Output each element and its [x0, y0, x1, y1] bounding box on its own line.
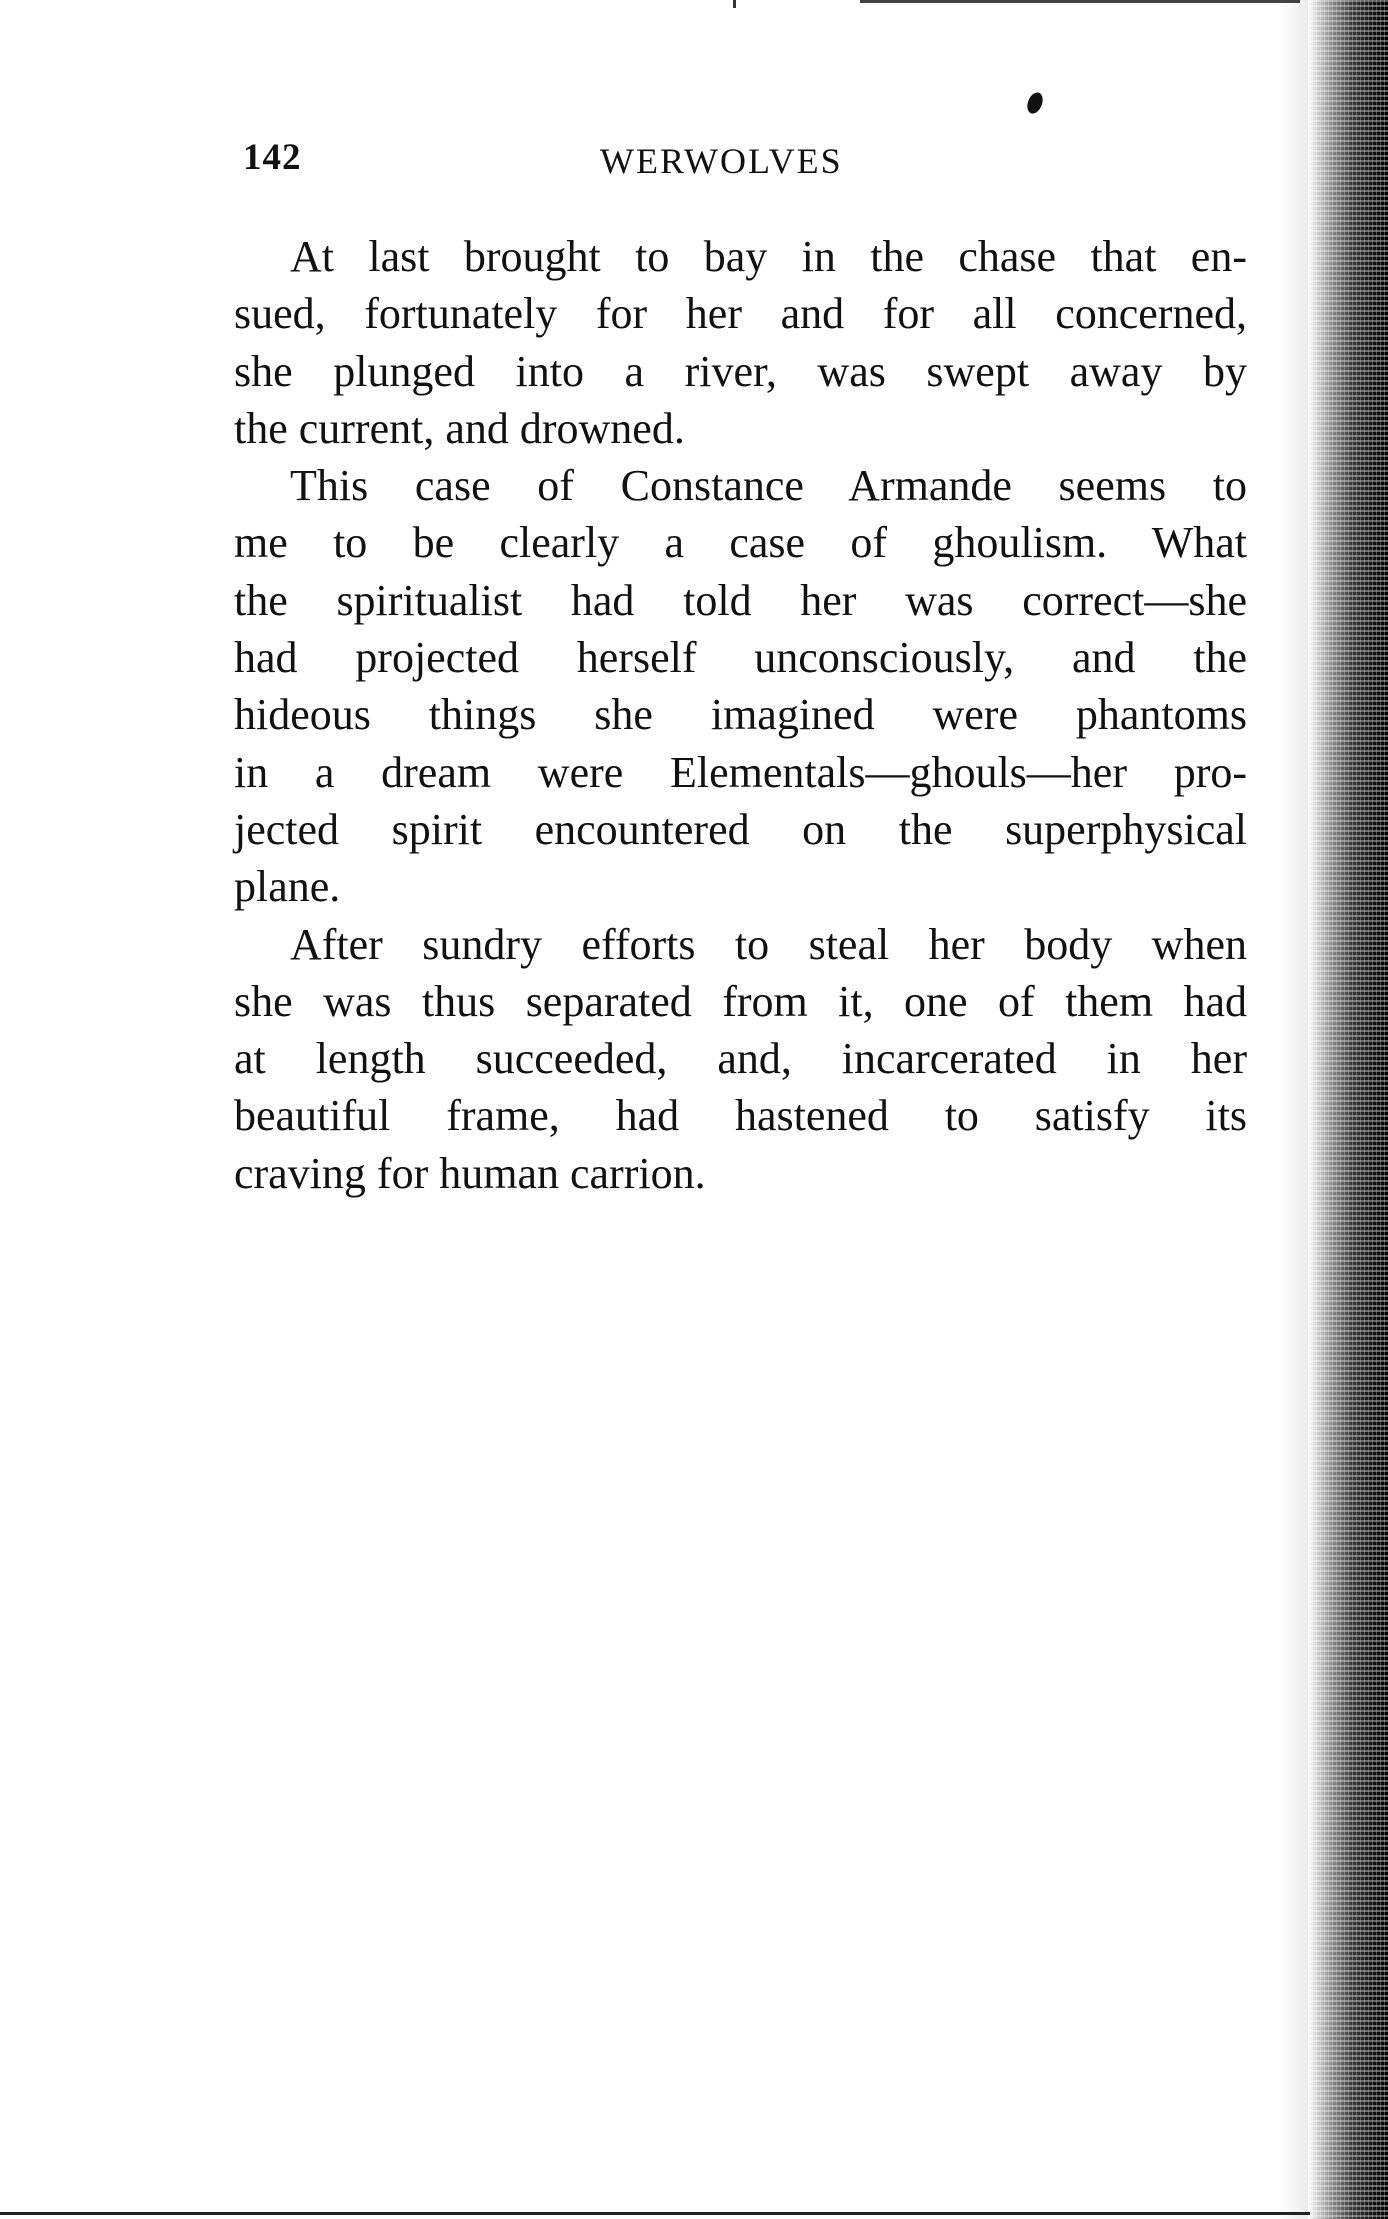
book-edge [1308, 0, 1388, 2219]
text-line: sued, fortunately for her and for all concerned, [234, 289, 1247, 339]
text-line: beautiful frame, had hastened to satisfy its [234, 1091, 1247, 1141]
text-line: in a dream were Elementals—ghouls—her pro- [234, 747, 1247, 797]
text-line: she plunged into a river, was swept away by [234, 346, 1247, 396]
text-line: hideous things she imagined were phantoms [234, 690, 1247, 740]
page-gutter-shadow [1278, 0, 1308, 2219]
ink-blot-mark [1024, 90, 1045, 116]
text-line: had projected herself unconsciously, and the [234, 633, 1247, 683]
text-line: At last brought to bay in the chase that en- [290, 232, 1247, 281]
scan-bottom-rule [0, 2212, 1310, 2215]
running-title: WERWOLVES [600, 141, 843, 181]
text-line: at length succeeded, and, incarcerated in her [234, 1034, 1247, 1084]
text-line: This case of Constance Armande seems to [290, 461, 1247, 511]
body-text [234, 228, 1247, 1202]
text-line: jected spirit encountered on the superphysical [234, 804, 1247, 854]
scan-top-rule [860, 0, 1300, 3]
page-number: 142 [243, 137, 302, 178]
text-line: craving for human carrion. [234, 1148, 706, 1198]
scan-top-tick [733, 0, 736, 8]
text-line: the current, and drowned. [234, 403, 685, 453]
text-line: me to be clearly a case of ghoulism. What [234, 518, 1247, 568]
text-line: the spiritualist had told her was correct—she [234, 575, 1247, 625]
text-line: After sundry efforts to steal her body when [290, 919, 1247, 969]
page-header [243, 136, 943, 196]
text-line: plane. [234, 862, 341, 912]
text-line: she was thus separated from it, one of them had [234, 976, 1247, 1026]
